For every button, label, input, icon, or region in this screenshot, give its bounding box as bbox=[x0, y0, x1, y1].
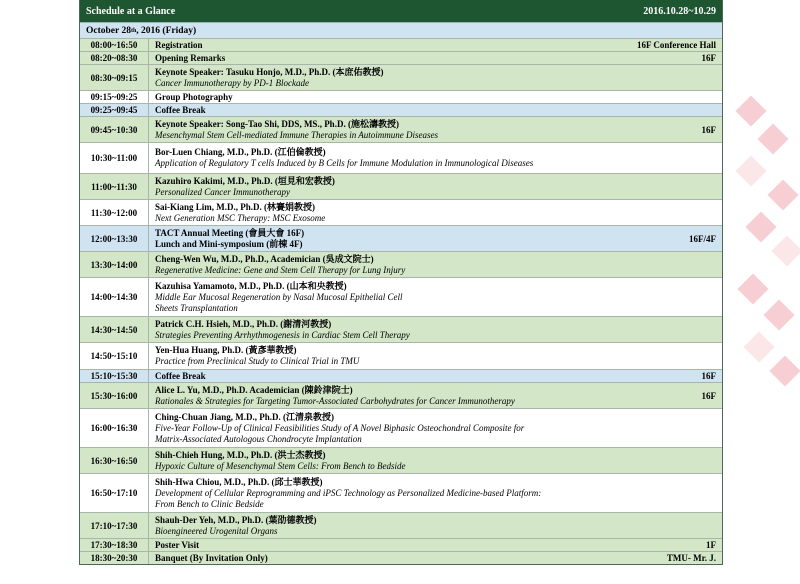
session-title: TACT Annual Meeting (會員大會 16F) bbox=[155, 227, 305, 238]
day-label-rest: , 2016 (Friday) bbox=[136, 25, 197, 36]
session-title: Kazuhisa Yamamoto, M.D., Ph.D. (山本和央教授) bbox=[155, 280, 347, 291]
venue-cell: 16F Conference Hall bbox=[637, 40, 716, 50]
time-cell: 11:30~12:00 bbox=[80, 200, 149, 225]
day-label-main: October 28 bbox=[86, 25, 131, 36]
time-cell: 15:30~16:00 bbox=[80, 383, 149, 408]
time-cell: 09:25~09:45 bbox=[80, 104, 149, 116]
session-topic: Bioengineered Urogenital Organs bbox=[155, 525, 278, 536]
schedule-row bbox=[80, 342, 722, 369]
venue-cell: 16F bbox=[701, 124, 716, 135]
schedule-rows bbox=[80, 38, 722, 564]
session-title: Keynote Speaker: Song-Tao Shi, DDS, MS., Ph.D. (施松濤教授) bbox=[155, 118, 399, 129]
schedule-header bbox=[80, 0, 722, 22]
session-cell bbox=[149, 39, 637, 51]
session-cell bbox=[149, 343, 722, 369]
schedule-row bbox=[80, 473, 722, 512]
session-title: Alice L. Yu, M.D., Ph.D. Academician (陳鈴津院士) bbox=[155, 384, 353, 395]
session-topic: Mesenchymal Stem Cell-mediated Immune Therapies in Autoimmune Diseases bbox=[155, 129, 439, 140]
session-title: Shauh-Der Yeh, M.D., Ph.D. (葉劭德教授) bbox=[155, 514, 317, 525]
session-title: Opening Remarks bbox=[155, 52, 226, 63]
time-cell: 10:30~11:00 bbox=[80, 143, 149, 173]
venue-cell: 1F bbox=[706, 540, 716, 550]
session-cell bbox=[149, 252, 722, 277]
session-cell bbox=[149, 539, 706, 551]
session-title: Group Photography bbox=[155, 91, 233, 102]
session-title: Coffee Break bbox=[155, 104, 206, 115]
decorative-diamond bbox=[769, 355, 800, 386]
schedule-row bbox=[80, 447, 722, 473]
venue-cell: 16F bbox=[701, 390, 716, 401]
session-title: Bor-Luen Chiang, M.D., Ph.D. (江伯倫教授) bbox=[155, 147, 326, 157]
session-topic: Middle Ear Mucosal Regeneration by Nasal Mucosal Epithelial Cell bbox=[155, 291, 403, 302]
time-cell: 16:50~17:10 bbox=[80, 474, 149, 512]
time-cell: 11:00~11:30 bbox=[80, 174, 149, 199]
schedule-row bbox=[80, 512, 722, 538]
session-title: Cheng-Wen Wu, M.D., Ph.D., Academician (吳成文院士) bbox=[155, 253, 374, 264]
time-cell: 18:30~20:30 bbox=[80, 552, 149, 564]
session-cell bbox=[149, 409, 722, 447]
schedule-title: Schedule at a Glance bbox=[86, 5, 176, 17]
session-title: Shih-Hwa Chiou, M.D., Ph.D. (邱士華教授) bbox=[155, 476, 323, 487]
session-cell bbox=[149, 317, 722, 342]
decorative-diamond bbox=[767, 179, 798, 210]
schedule-row bbox=[80, 199, 722, 225]
time-cell: 16:30~16:50 bbox=[80, 448, 149, 473]
session-topic: Five-Year Follow-Up of Clinical Feasibilities Study of A Novel Biphasic Osteochondral Composite for bbox=[155, 422, 525, 433]
decorative-diamond bbox=[735, 95, 766, 126]
time-cell: 14:50~15:10 bbox=[80, 343, 149, 369]
time-cell: 16:00~16:30 bbox=[80, 409, 149, 447]
session-topic: Regenerative Medicine: Gene and Stem Cell Therapy for Lung Injury bbox=[155, 264, 406, 275]
venue-cell: 16F bbox=[701, 371, 716, 381]
session-topic: Strategies Preventing Arrhythmogenesis in Cardiac Stem Cell Therapy bbox=[155, 329, 410, 340]
schedule-row bbox=[80, 382, 722, 408]
time-cell: 12:00~13:30 bbox=[80, 226, 149, 251]
time-cell: 14:30~14:50 bbox=[80, 317, 149, 342]
session-topic: Sheets Transplantation bbox=[155, 302, 238, 313]
session-title: Lunch and Mini-symposium (前棟 4F) bbox=[155, 238, 303, 249]
session-cell bbox=[149, 448, 722, 473]
session-cell bbox=[149, 143, 722, 173]
session-cell bbox=[149, 513, 722, 538]
venue-cell: TMU- Mr. J. bbox=[666, 553, 716, 563]
schedule-row bbox=[80, 225, 722, 251]
session-cell bbox=[149, 200, 722, 225]
day-header bbox=[80, 22, 722, 38]
day-label-sup: th bbox=[130, 27, 137, 34]
session-topic: Application of Regulatory T cells Induced by B Cells for Immune Modulation in Immunological Diseases bbox=[155, 158, 534, 168]
schedule-row bbox=[80, 551, 722, 564]
session-title: Shih-Chieh Hung, M.D., Ph.D. (洪士杰教授) bbox=[155, 449, 326, 460]
schedule-row bbox=[80, 369, 722, 382]
schedule-row bbox=[80, 408, 722, 447]
session-cell bbox=[149, 474, 722, 512]
time-cell: 17:10~17:30 bbox=[80, 513, 149, 538]
session-topic: From Bench to Clinic Bedside bbox=[155, 498, 264, 509]
session-topic: Hypoxic Culture of Mesenchymal Stem Cells: From Bench to Bedside bbox=[155, 460, 406, 471]
decorative-diamond bbox=[745, 211, 776, 242]
time-cell: 15:10~15:30 bbox=[80, 370, 149, 382]
time-cell: 14:00~14:30 bbox=[80, 278, 149, 316]
session-title: Kazuhiro Kakimi, M.D., Ph.D. (垣見和宏教授) bbox=[155, 175, 335, 186]
session-topic: Rationales & Strategies for Targeting Tumor-Associated Carbohydrates for Cancer Immunotherapy bbox=[155, 395, 515, 406]
time-cell: 09:15~09:25 bbox=[80, 91, 149, 103]
time-cell: 08:30~09:15 bbox=[80, 65, 149, 90]
session-title: Banquet (By Invitation Only) bbox=[155, 552, 268, 563]
schedule-row bbox=[80, 51, 722, 64]
decorative-diamond bbox=[735, 155, 766, 186]
time-cell: 08:20~08:30 bbox=[80, 52, 149, 64]
schedule-row bbox=[80, 103, 722, 116]
schedule-row bbox=[80, 251, 722, 277]
schedule-row bbox=[80, 90, 722, 103]
session-title: Registration bbox=[155, 39, 203, 50]
session-topic: Personalized Cancer Immunotherapy bbox=[155, 186, 290, 197]
time-cell: 09:45~10:30 bbox=[80, 117, 149, 142]
schedule-row bbox=[80, 142, 722, 173]
session-cell bbox=[149, 383, 702, 408]
session-title: Patrick C.H. Hsieh, M.D., Ph.D. (謝清河教授) bbox=[155, 318, 332, 329]
session-title: Yen-Hua Huang, Ph.D. (黃彥華教授) bbox=[155, 345, 297, 355]
session-cell bbox=[149, 65, 722, 90]
session-topic: Matrix-Associated Autologous Chondrocyte Implantation bbox=[155, 433, 362, 444]
schedule-row bbox=[80, 538, 722, 551]
schedule-row bbox=[80, 316, 722, 342]
session-topic: Practice from Preclinical Study to Clinical Trial in TMU bbox=[155, 356, 360, 366]
session-cell bbox=[149, 370, 702, 382]
session-cell bbox=[149, 52, 702, 64]
session-cell bbox=[149, 117, 702, 142]
schedule-row bbox=[80, 277, 722, 316]
decorative-diamond bbox=[737, 273, 768, 304]
schedule-table bbox=[79, 0, 723, 565]
session-title: Keynote Speaker: Tasuku Honjo, M.D., Ph.D. (本庶佑教授) bbox=[155, 66, 384, 77]
venue-cell: 16F/4F bbox=[689, 233, 716, 244]
session-cell bbox=[149, 174, 722, 199]
venue-cell: 16F bbox=[701, 53, 716, 63]
session-cell bbox=[149, 278, 722, 316]
session-title: Sai-Kiang Lim, M.D., Ph.D. (林賽娟教授) bbox=[155, 201, 316, 212]
session-title: Coffee Break bbox=[155, 370, 206, 381]
schedule-row bbox=[80, 173, 722, 199]
session-title: Ching-Chuan Jiang, M.D., Ph.D. (江清泉教授) bbox=[155, 411, 335, 422]
time-cell: 17:30~18:30 bbox=[80, 539, 149, 551]
time-cell: 13:30~14:00 bbox=[80, 252, 149, 277]
schedule-row bbox=[80, 116, 722, 142]
decorative-diamond bbox=[763, 299, 794, 330]
time-cell: 08:00~16:50 bbox=[80, 39, 149, 51]
session-topic: Development of Cellular Reprogramming and iPSC Technology as Personalized Medicine-based Platform: bbox=[155, 487, 542, 498]
session-topic: Cancer Immunotherapy by PD-1 Blockade bbox=[155, 77, 309, 88]
session-cell bbox=[149, 104, 722, 116]
session-cell bbox=[149, 226, 689, 251]
session-cell bbox=[149, 91, 722, 103]
decorative-diamond bbox=[771, 235, 800, 266]
session-topic: Next Generation MSC Therapy: MSC Exosome bbox=[155, 212, 326, 223]
schedule-row bbox=[80, 38, 722, 51]
session-title: Poster Visit bbox=[155, 539, 200, 550]
decorative-diamond bbox=[743, 331, 774, 362]
decorative-diamond bbox=[757, 123, 788, 154]
schedule-row bbox=[80, 64, 722, 90]
session-cell bbox=[149, 552, 667, 564]
schedule-dates: 2016.10.28~10.29 bbox=[643, 5, 716, 17]
